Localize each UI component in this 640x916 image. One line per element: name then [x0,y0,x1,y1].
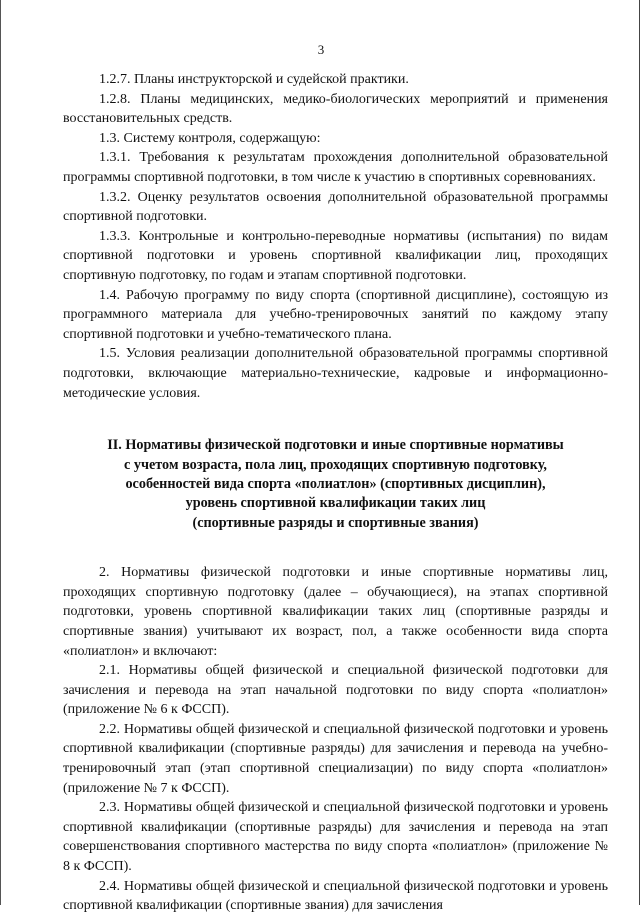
paragraph-2-1: 2.1. Нормативы общей физической и специальной физической подготовки для зачисления и перевода на этап начальной подготовки по виду спорта «полиатлон» (приложение № 6 к ФССП). [63,663,608,718]
paragraph-1-3-3: 1.3.3. Контрольные и контрольно-переводные нормативы (испытания) по видам спортивной подготовки и уровень спортивной квалификации лиц, проходящих спортивную подготовку, по годам и этапам спортивной подготовки. [63,228,608,283]
paragraph-1-3-1: 1.3.1. Требования к результатам прохождения дополнительной образовательной программы спортивной подготовки, в том числе к участию в спортивных соревнованиях. [63,150,608,185]
section-heading [63,436,608,533]
paragraph-2-2: 2.2. Нормативы общей физической и специальной физической подготовки и уровень спортивной квалификации (спортивные разряды) для зачисления и перевода на учебно-тренировочный этап (этап спортивной специализации) по виду спорта «полиатлон» (приложение № 7 к ФССП). [63,721,608,796]
paragraph-1-3: 1.3. Систему контроля, содержащую: [99,130,321,146]
paragraph-1-2-7: 1.2.7. Планы инструкторской и судейской практики. [99,72,409,87]
paragraph-2: 2. Нормативы физической подготовки и иные спортивные нормативы лиц, проходящих спортивную подготовку (далее – обучающиеся), на этапах спортивной подготовки, уровень спортивной квалификации таких лиц (спортивные разряды и спортивные звания) учитывают их возраст, пол, а также особенности вида спорта «полиатлон» и включают: [63,565,608,659]
paragraph-1-4: 1.4. Рабочую программу по виду спорта (спортивной дисциплине), состоящую из программного материала для учебно-тренировочных занятий по каждому этапу спортивной подготовки и учебно-тематического плана. [63,287,608,342]
section-heading-line: II. Нормативы физической подготовки и иные спортивные нормативы [107,437,564,454]
section-heading-line: (спортивные разряды и спортивные звания) [192,514,479,531]
paragraph-1-5: 1.5. Условия реализации дополнительной образовательной программы спортивной подготовки, включающие материально-технические, кадровые и информационно-методические условия. [63,346,608,401]
page-number: 3 [317,42,325,57]
section-heading-line: с учетом возраста, пола лиц, проходящих спортивную подготовку, [124,456,547,473]
paragraph-2-4: 2.4. Нормативы общей физической и специальной физической подготовки и уровень спортивной квалификации (спортивные звания) для зачисления [63,878,608,914]
document-body [63,70,608,916]
paragraph-2-3: 2.3. Нормативы общей физической и специальной физической подготовки и уровень спортивной квалификации (спортивные разряды) для зачисления и перевода на этап совершенствования спортивного мастерства по виду спорта «полиатлон» (приложение № 8 к ФССП). [63,800,608,875]
paragraph-1-2-8: 1.2.8. Планы медицинских, медико-биологических мероприятий и применения восстановительных средств. [63,91,608,127]
section-heading-line: особенностей вида спорта «полиатлон» (спортивных дисциплин), [125,475,546,492]
section-heading-line: уровень спортивной квалификации таких лиц [185,495,486,512]
paragraph-1-3-2: 1.3.2. Оценку результатов освоения дополнительной образовательной программы спортивной подготовки. [63,189,608,225]
